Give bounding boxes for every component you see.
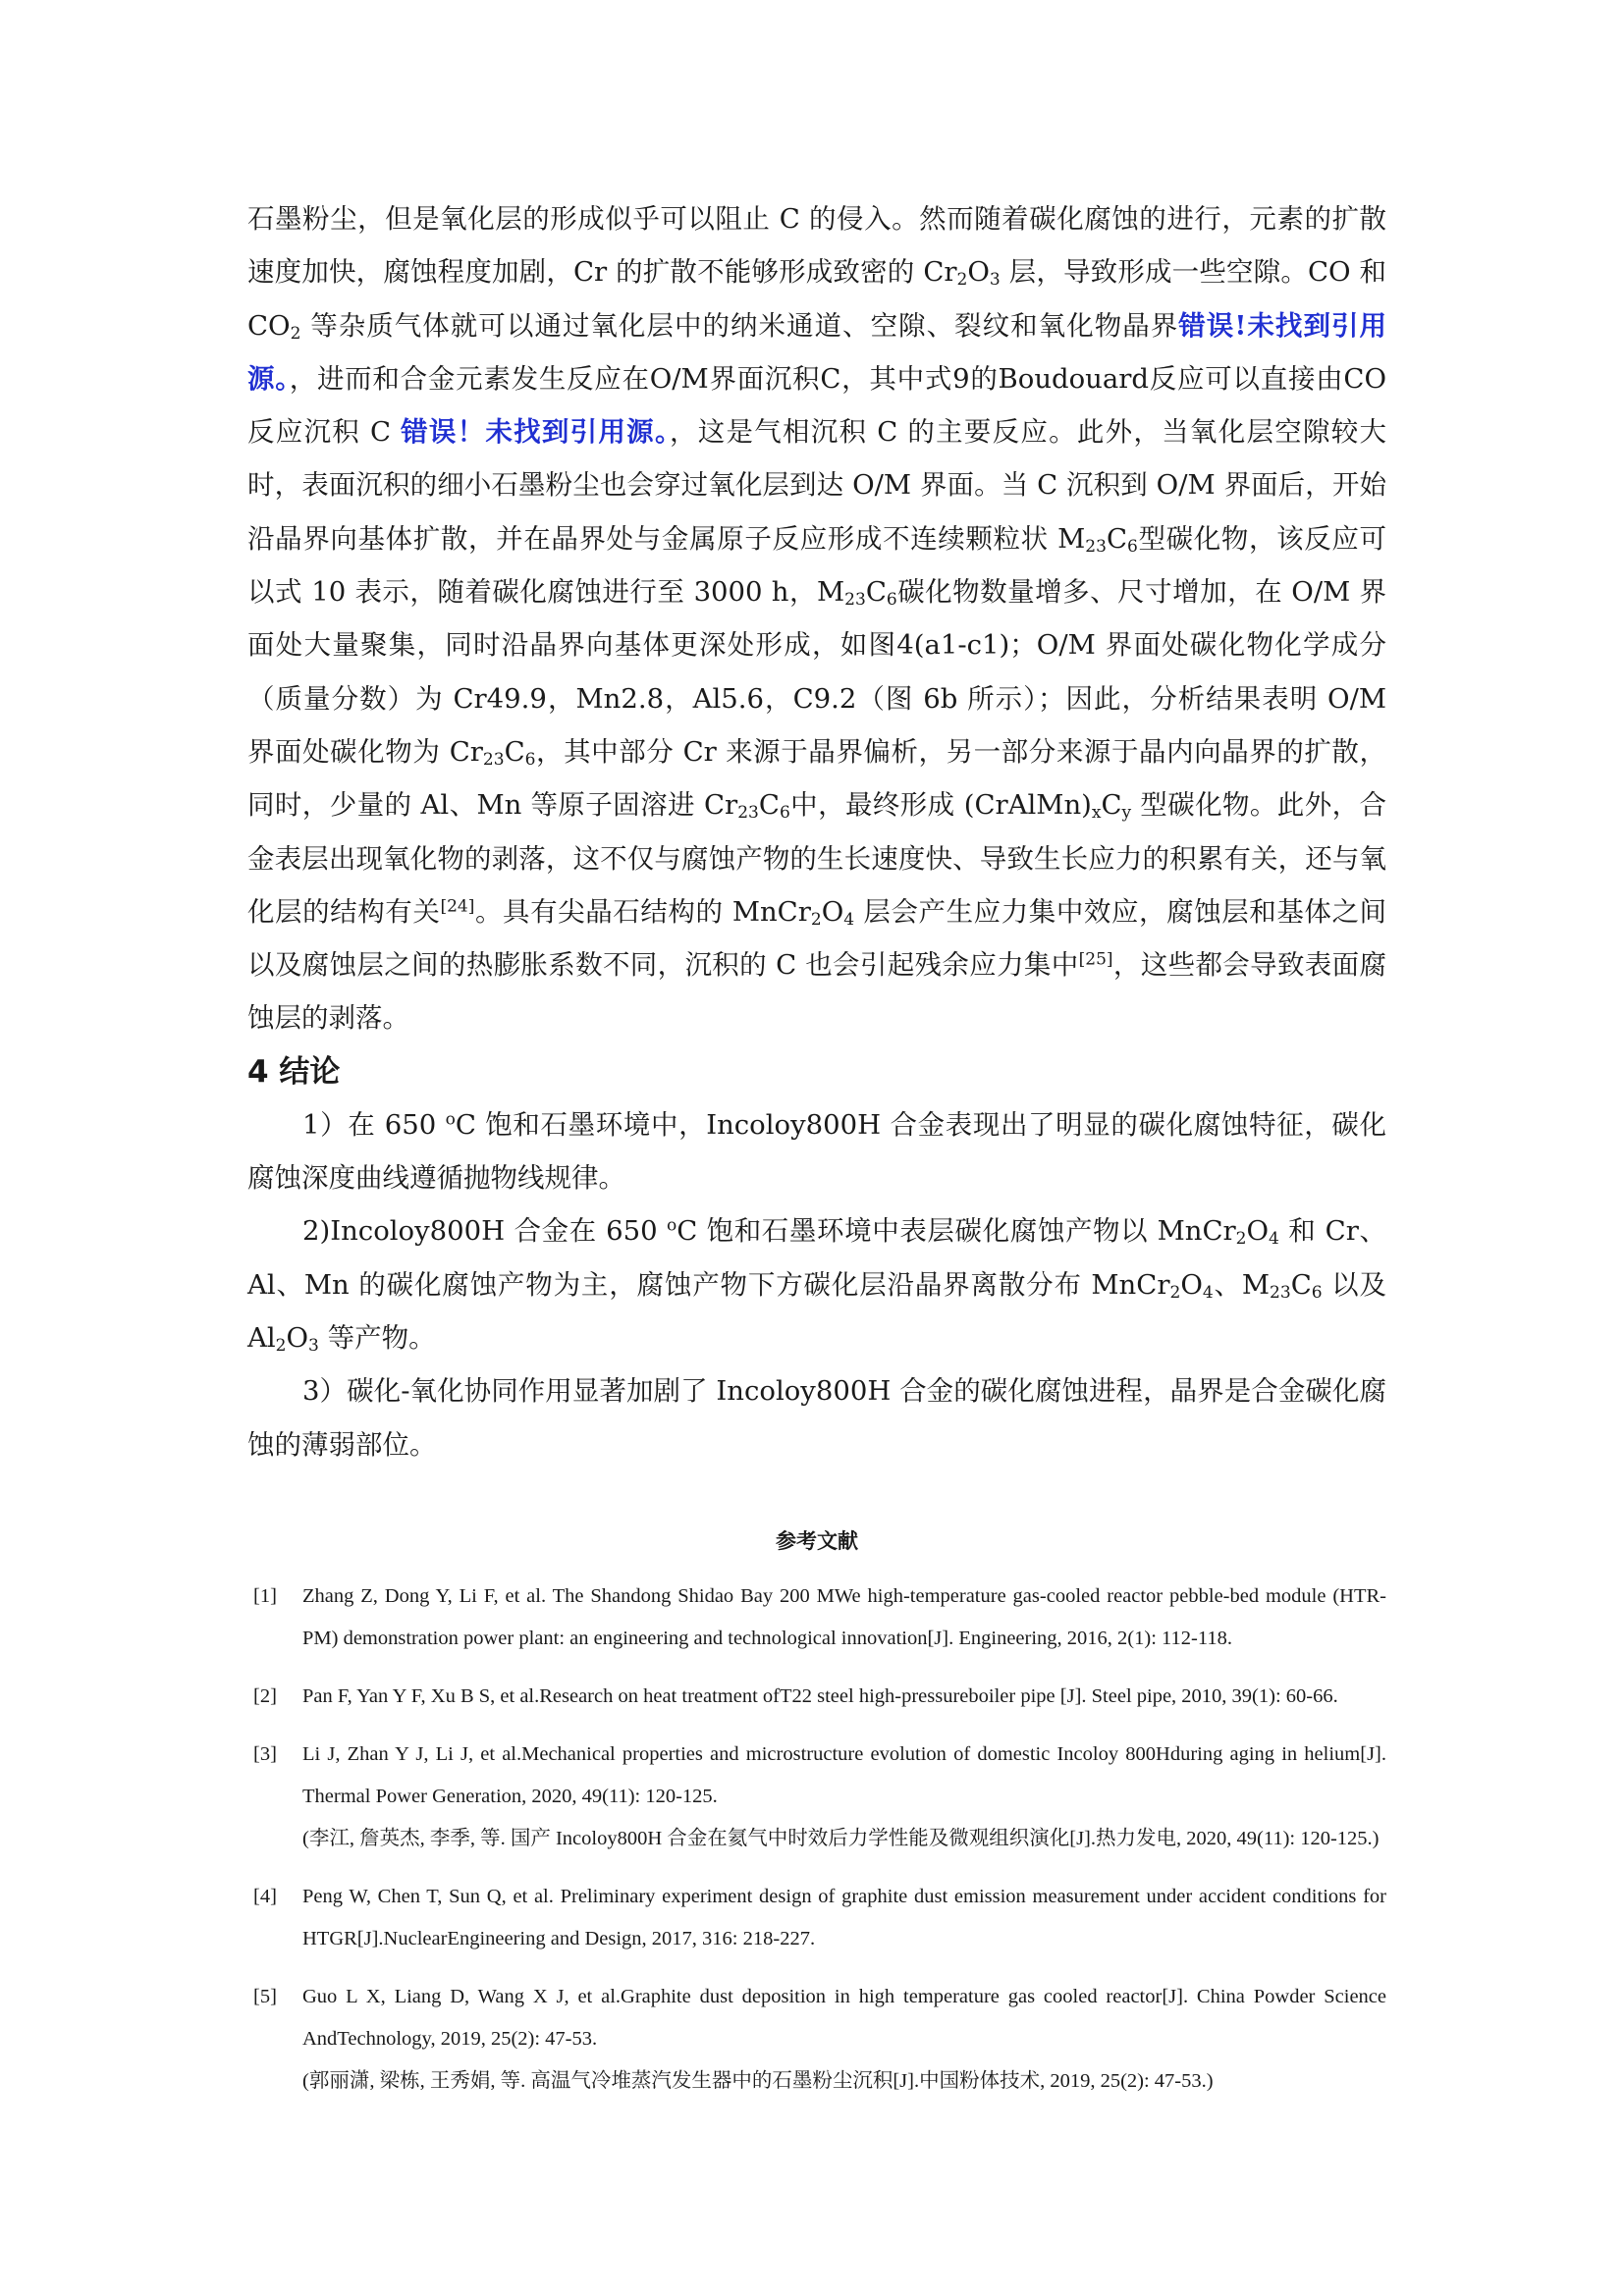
citation-25[interactable]: [25]	[1078, 949, 1113, 970]
reference-number: [1]	[253, 1584, 277, 1607]
reference-item	[247, 1876, 1386, 1960]
reference-item	[247, 1676, 1386, 1718]
reference-text: Peng W, Chen T, Sun Q, et al. Preliminary experiment design of graphite dust emission measurement under accident conditions for HTGR[J].NuclearEngineering and Design, 2017, 316: 218-227.	[302, 1885, 1386, 1949]
reference-item	[247, 1734, 1386, 1860]
reference-item	[247, 1976, 1386, 2103]
citation-error-link-2[interactable]: 错误！未找到引用源。	[401, 416, 670, 449]
body-paragraph-discussion: 石墨粉尘，但是氧化层的形成似乎可以阻止 C 的侵入。然而随着碳化腐蚀的进行，元素的扩散速度加快，腐蚀程度加剧，Cr 的扩散不能够形成致密的 $Cr_2O_3$ 层，导致形成一些空隙。CO 和 $CO_2$ 等杂质气体就可以通过氧化层中的纳米通道、空隙、裂纹和氧化物晶界错误!未找到引用源。，进而和合金元素发生反应在O/M界面沉积C，其中式9的Boudouard反应可以直接由CO 反应沉积 C 错误！未找到引用源。，这是气相沉积 C 的主要反应。此外，当氧化层空隙较大时，表面沉积的细小石墨粉尘也会穿过氧化层到达 O/M 界面。当 C 沉积到 O/M 界面后，开始沿晶界向基体扩散，并在晶界处与金属原子反应形成不连续颗粒状 $M_{23}C_6$型碳化物，该反应可以式 10 表示，随着碳化腐蚀进行至 3000 h，$M_{23}C_6$碳化物数量增多、尺寸增加，在 O/M 界面处大量聚集，同时沿晶界向基体更深处形成，如图4(a1-c1)；O/M 界面处碳化物化学成分（质量分数）为 Cr49.9，Mn2.8，Al5.6，C9.2（图 6b 所示）；因此，分析结果表明 O/M 界面处碳化物为 $Cr_{23}C_6$，其中部分 Cr 来源于晶界偏析，另一部分来源于晶内向晶界的扩散，同时，少量的 Al、Mn 等原子固溶进 $Cr_{23}C_6$中，最终形成 $(CrAlMn)_xC_y$ 型碳化物。此外，合金表层出现氧化物的剥落，这不仅与腐蚀产物的生长速度快、导致生长应力的积累有关，还与氧化层的结构有关[24]。具有尖晶石结构的 $MnCr_2O_4$ 层会产生应力集中效应，腐蚀层和基体之间以及腐蚀层之间的热膨胀系数不同，沉积的 C 也会引起残余应力集中[25]，这些都会导致表面腐蚀层的剥落。	[247, 203, 1387, 1035]
citation-error-link-1[interactable]: 错误!未找到引用源。	[247, 309, 1386, 395]
reference-item	[247, 1575, 1386, 1660]
reference-text: Li J, Zhan Y J, Li J, et al.Mechanical properties and microstructure evolution of domestic Incoloy 800Hduring aging in helium[J]. Thermal Power Generation, 2020, 49(11): 120-125. (李江, 詹英杰, 李季, 等. 国产 Incoloy800H 合金在氦气中时效后力学性能及微观组织演化[J].热力发电, 2020, 49(11): 120-125.)	[302, 1734, 1386, 1860]
section-heading-conclusion: 4 结论	[247, 1053, 341, 1090]
reference-number: [3]	[253, 1742, 277, 1765]
reference-text: Pan F, Yan Y F, Xu B S, et al.Research on heat treatment ofT22 steel high-pressureboiler pipe [J]. Steel pipe, 2010, 39(1): 60-66.	[302, 1684, 1338, 1707]
reference-text: Guo L X, Liang D, Wang X J, et al.Graphite dust deposition in high temperature gas cooled reactor[J]. China Powder Science AndTechnology, 2019, 25(2): 47-53. (郭丽潇, 梁栋, 王秀娟, 等. 高温气冷堆蒸汽发生器中的石墨粉尘沉积[J].中国粉体技术, 2019, 25(2): 47-53.)	[302, 1976, 1386, 2103]
conclusion-item-3: 3）碳化-氧化协同作用显著加剧了 Incoloy800H 合金的碳化腐蚀进程，晶界是合金碳化腐蚀的薄弱部位。	[247, 1375, 1386, 1461]
reference-translation: (郭丽潇, 梁栋, 王秀娟, 等. 高温气冷堆蒸汽发生器中的石墨粉尘沉积[J].中国粉体技术, 2019, 25(2): 47-53.)	[302, 2069, 1214, 2092]
reference-text: Zhang Z, Dong Y, Li F, et al. The Shandong Shidao Bay 200 MWe high-temperature gas-cooled reactor pebble-bed module (HTR-PM) demonstration power plant: an engineering and technological innovation[J]. Engineering, 2016, 2(1): 112-118.	[302, 1584, 1386, 1649]
citation-24[interactable]: [24]	[440, 896, 475, 917]
reference-list	[247, 1575, 1386, 2103]
conclusion-item-2: 2)Incoloy800H 合金在 650 $^o$C 饱和石墨环境中表层碳化腐蚀产物以 $MnCr_2O_4$ 和 Cr、Al、Mn 的碳化腐蚀产物为主，腐蚀产物下方碳化层沿晶界离散分布 $MnCr_2O_4$、$M_{23}C_6$ 以及 $Al_2O_3$ 等产物。	[247, 1215, 1386, 1356]
references-title: 参考文献	[776, 1528, 858, 1553]
page-content	[247, 192, 1386, 2118]
reference-number: [5]	[253, 1985, 277, 2007]
reference-number: [4]	[253, 1885, 277, 1907]
conclusion-item-1: 1）在 650 $^o$C 饱和石墨环境中，Incoloy800H 合金表现出了明显的碳化腐蚀特征，碳化腐蚀深度曲线遵循抛物线规律。	[247, 1108, 1386, 1195]
reference-translation: (李江, 詹英杰, 李季, 等. 国产 Incoloy800H 合金在氦气中时效后力学性能及微观组织演化[J].热力发电, 2020, 49(11): 120-125.)	[302, 1827, 1380, 1849]
reference-number: [2]	[253, 1684, 277, 1707]
